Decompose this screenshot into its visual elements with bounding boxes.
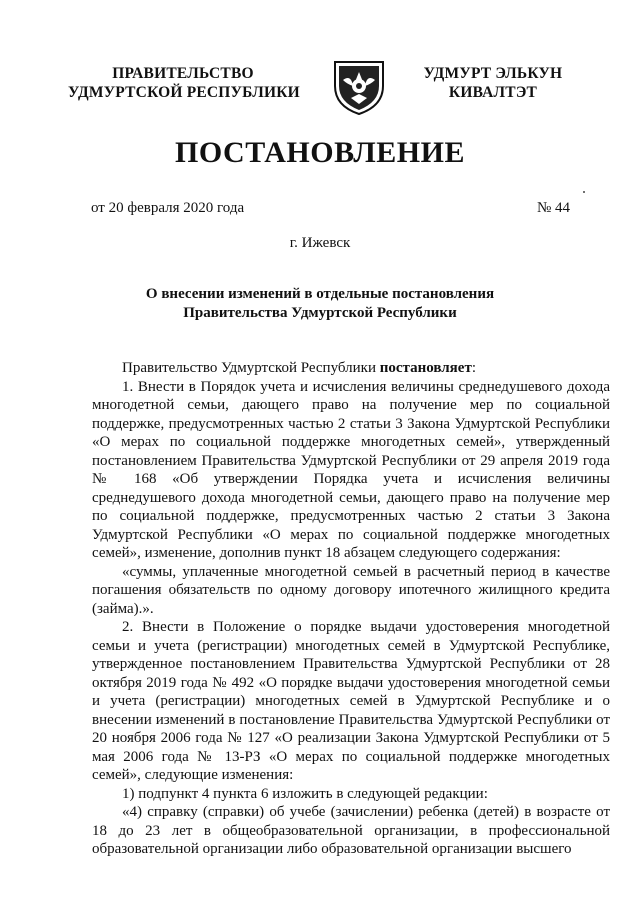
paragraph-3: 2. Внести в Положение о порядке выдачи удостоверения многодетной семьи и учета (регистрации) многодетных семей в Удмуртской Республике, утвержденное постановлением Правительства Удмуртской Республики от 28 октября 2019 года № 492 «О порядке выдачи удостоверения многодетной семьи и учета (регистрации) многодетных семей в Удмуртской Республике и о внесении изменений в постановление Правительства Удмуртской Республики от 20 ноября 2006 года № 127 «О реализации Закона Удмуртской Республики от 5 мая 2006 года № 13-РЗ «О мерах по социальной поддержке многодетных семей», следующие изменения:: [92, 619, 610, 783]
document-number: № 44: [536, 200, 570, 216]
coat-of-arms-icon: [331, 56, 387, 116]
header-right-line1: УДМУРТ ЭЛЬКУН: [423, 65, 563, 82]
document-body: [92, 359, 610, 859]
header-right: [408, 64, 578, 102]
intro-bold: постановляет: [379, 360, 472, 376]
header-left-line1: ПРАВИТЕЛЬСТВО: [112, 65, 254, 82]
subject-line1: О внесении изменений в отдельные постановления: [145, 286, 495, 302]
header-left: [68, 64, 298, 102]
paragraph-5: «4) справку (справки) об учебе (зачислении) ребенка (детей) в возрасте от 18 до 23 лет в общеобразовательной организации, в профессиональной образовательной организации либо образовательной организации высшего: [92, 804, 610, 857]
body-intro: [92, 359, 610, 378]
scan-speck: [583, 191, 585, 193]
header-left-line2: УДМУРТСКОЙ РЕСПУБЛИКИ: [68, 84, 300, 101]
document-title: ПОСТАНОВЛЕНИЕ: [175, 136, 465, 169]
header-right-line2: КИВАЛТЭТ: [448, 84, 538, 101]
paragraph-2: «суммы, уплаченные многодетной семьей в расчетный период в качестве погашения обязательств по одному договору ипотечного жилищного кредита (займа).».: [92, 563, 610, 617]
document-subject: [0, 285, 640, 323]
paragraph-4: 1) подпункт 4 пункта 6 изложить в следующей редакции:: [122, 785, 488, 802]
intro-prefix: Правительство Удмуртской Республики: [122, 360, 380, 376]
document-city: г. Ижевск: [289, 235, 351, 251]
intro-suffix: :: [471, 360, 476, 376]
document-date: от 20 февраля 2020 года: [91, 200, 245, 216]
subject-line2: Правительства Удмуртской Республики: [183, 305, 457, 321]
paragraph-1: 1. Внести в Порядок учета и исчисления величины среднедушевого дохода многодетной семьи, дающего право на получение мер по социальной поддержке, предусмотренных частью 2 статьи 3 Закона Удмуртской Республики «О мерах по социальной поддержке многодетных семей», утвержденный постановлением Правительства Удмуртской Республики от 29 апреля 2019 года № 168 «Об утверждении Порядка учета и исчисления величины среднедушевого дохода многодетной семьи, дающего право на получение мер по социальной поддержке, предусмотренных частью 2 статьи 3 Закона Удмуртской Республики «О мерах по социальной поддержке многодетных семей», изменение, дополнив пункт 18 абзацем следующего содержания:: [92, 378, 610, 561]
